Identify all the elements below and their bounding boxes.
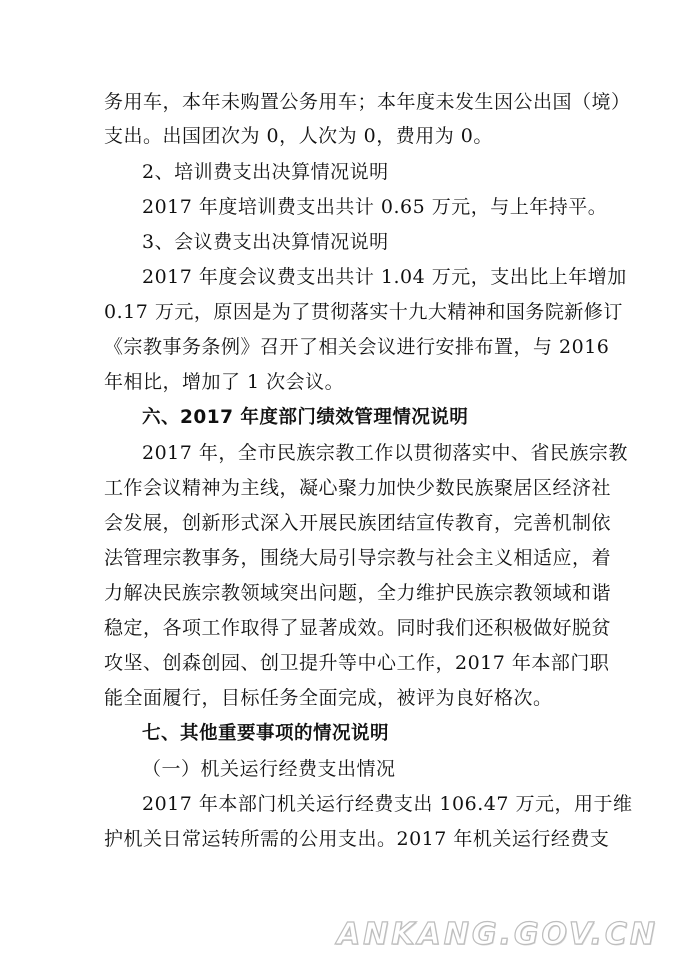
body-line-1: 务用车，本年未购置公务用车；本年度未发生因公出国（境）: [104, 91, 631, 113]
body-line-meeting-1: 2017 年度会议费支出共计 1.04 万元，支出比上年增加: [142, 266, 627, 288]
body-line-perf-3: 会发展，创新形式深入开展民族团结宣传教育，完善机制依: [104, 512, 612, 534]
body-line-perf-1: 2017 年，全市民族宗教工作以贯彻落实中、省民族宗教: [142, 442, 628, 464]
section-heading-7: 七、其他重要事项的情况说明: [142, 723, 390, 744]
body-line-perf-7: 攻坚、创森创园、创卫提升等中心工作，2017 年本部门职: [104, 652, 610, 674]
body-line-meeting-2: 0.17 万元，原因是为了贯彻落实十九大精神和国务院新修订: [104, 301, 623, 323]
body-line-meeting-4: 年相比，增加了 1 次会议。: [104, 371, 345, 393]
body-line-perf-5: 力解决民族宗教领域突出问题，全力维护民族宗教领域和谐: [104, 582, 612, 604]
body-line-cost-1: 2017 年本部门机关运行经费支出 106.47 万元，用于维: [142, 793, 633, 815]
body-line-perf-4: 法管理宗教事务，围绕大局引导宗教与社会主义相适应，着: [104, 547, 612, 569]
site-watermark: ANKANG.GOV.CN: [336, 917, 658, 952]
body-line-perf-6: 稳定，各项工作取得了显著成效。同时我们还积极做好脱贫: [104, 617, 612, 639]
body-line-perf-8: 能全面履行，目标任务全面完成，被评为良好格次。: [104, 687, 553, 709]
subheading-meeting-fee: 3、会议费支出决算情况说明: [142, 231, 389, 253]
body-line-2: 支出。出国团次为 0，人次为 0，费用为 0。: [104, 125, 493, 147]
body-line-cost-2: 护机关日常运转所需的公用支出。2017 年机关运行经费支: [104, 828, 610, 850]
subheading-training-fee: 2、培训费支出决算情况说明: [142, 161, 389, 183]
section-heading-6: 六、2017 年度部门绩效管理情况说明: [142, 407, 469, 428]
body-line-training: 2017 年度培训费支出共计 0.65 万元，与上年持平。: [142, 196, 608, 218]
body-line-meeting-3: 《宗教事务条例》召开了相关会议进行安排布置，与 2016: [104, 336, 610, 358]
body-line-perf-2: 工作会议精神为主线，凝心聚力加快少数民族聚居区经济社: [104, 477, 612, 499]
subheading-operating-cost: （一）机关运行经费支出情况: [142, 758, 396, 780]
